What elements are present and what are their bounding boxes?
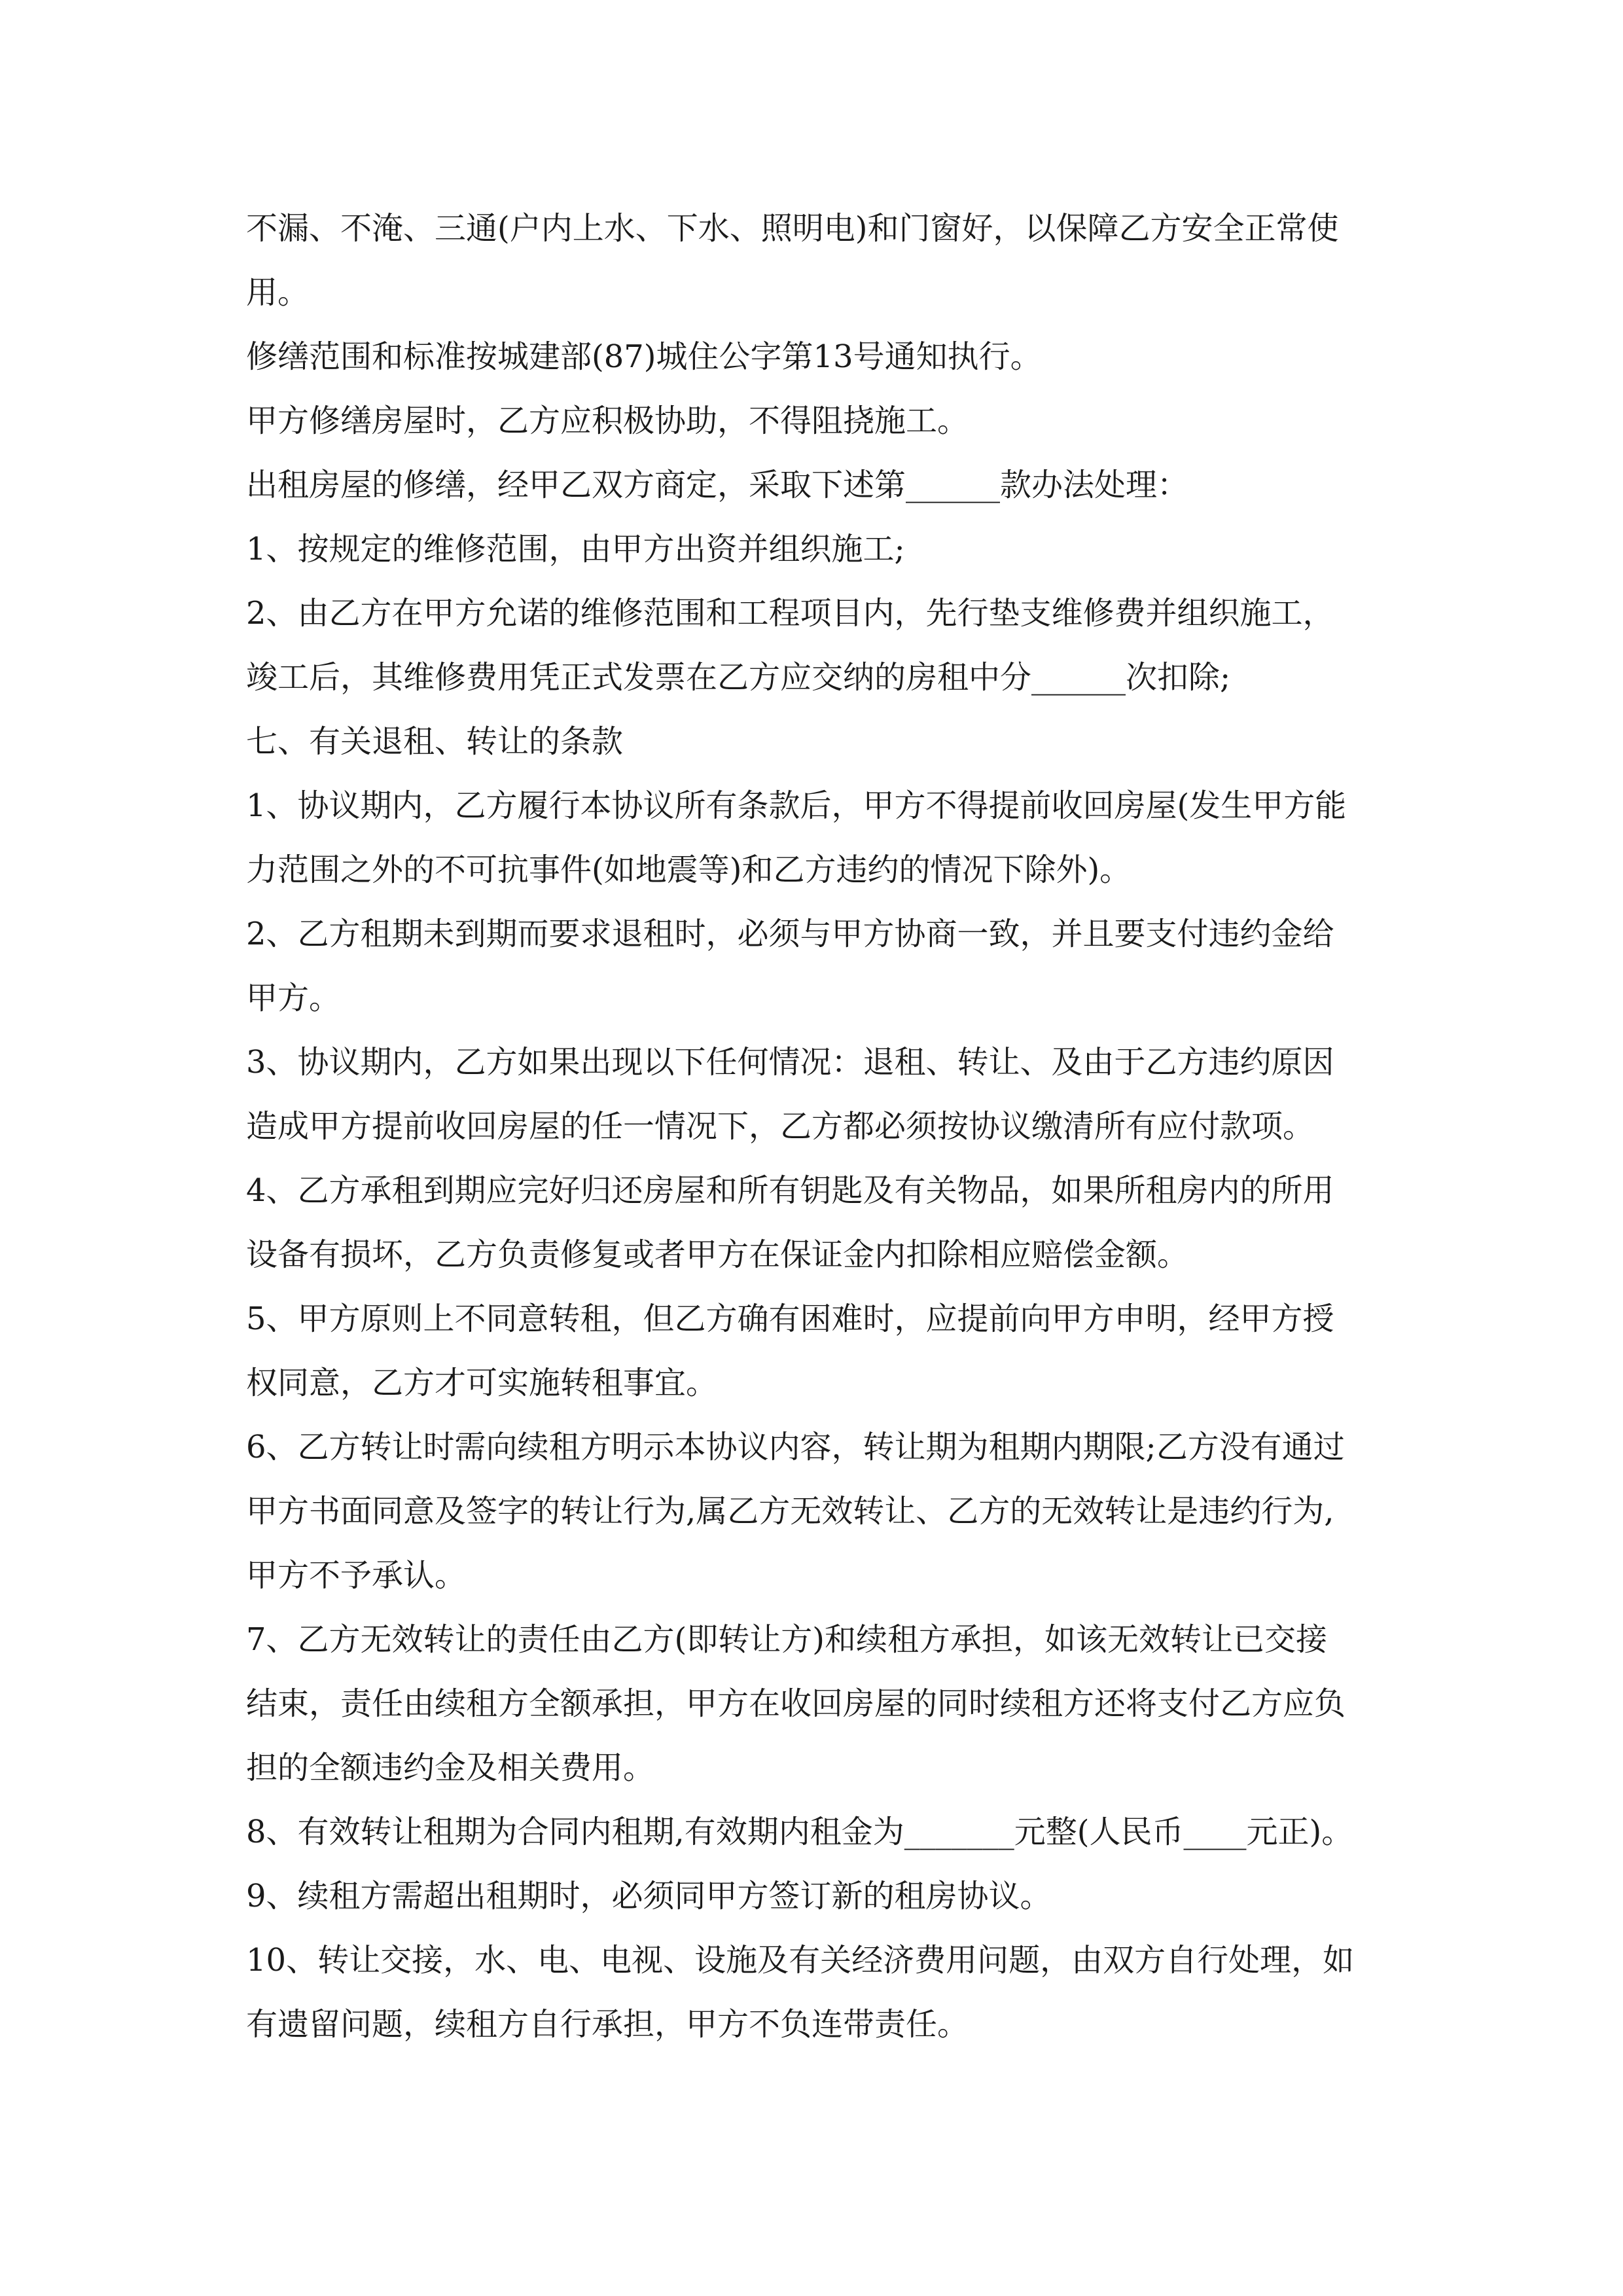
document-body xyxy=(246,196,1385,2056)
text-line: 9、续租方需超出租期时，必须同甲方签订新的租房协议。 xyxy=(246,1878,1052,1914)
text-line: 6、乙方转让时需向续租方明示本协议内容，转让期为租期内期限;乙方没有通过 xyxy=(246,1429,1345,1465)
text-line: 8、有效转让租期为合同内租期,有效期内租金为_______元整(人民币____元正)。 xyxy=(246,1814,1353,1850)
text-line: 2、由乙方在甲方允诺的维修范围和工程项目内，先行垫支维修费并组织施工， xyxy=(246,595,1334,632)
text-line: 10、转让交接，水、电、电视、设施及有关经济费用问题，由双方自行处理，如 xyxy=(246,1942,1355,1979)
text-line: 7、乙方无效转让的责任由乙方(即转让方)和续租方承担，如该无效转让已交接 xyxy=(246,1621,1327,1658)
text-line: 出租房屋的修缮，经甲乙双方商定，采取下述第______款办法处理： xyxy=(246,467,1189,503)
text-line: 甲方不予承认。 xyxy=(246,1557,467,1594)
text-line: 有遗留问题，续租方自行承担，甲方不负连带责任。 xyxy=(246,2006,969,2043)
text-line: 修缮范围和标准按城建部(87)城住公字第13号通知执行。 xyxy=(246,338,1042,375)
text-line: 不漏、不淹、三通(户内上水、下水、照明电)和门窗好，以保障乙方安全正常使 xyxy=(246,210,1339,247)
text-line: 结束，责任由续租方全额承担，甲方在收回房屋的同时续租方还将支付乙方应负 xyxy=(246,1685,1346,1722)
text-line: 设备有损坏，乙方负责修复或者甲方在保证金内扣除相应赔偿金额。 xyxy=(246,1236,1189,1273)
text-line: 1、按规定的维修范围，由甲方出资并组织施工; xyxy=(246,531,905,567)
text-line: 权同意，乙方才可实施转租事宜。 xyxy=(246,1365,718,1401)
text-line: 1、协议期内，乙方履行本协议所有条款后，甲方不得提前收回房屋(发生甲方能 xyxy=(246,787,1347,824)
text-line: 造成甲方提前收回房屋的任一情况下，乙方都必须按协议缴清所有应付款项。 xyxy=(246,1108,1315,1145)
text-line: 2、乙方租期未到期而要求退租时，必须与甲方协商一致，并且要支付违约金给 xyxy=(246,916,1334,952)
text-line: 4、乙方承租到期应完好归还房屋和所有钥匙及有关物品，如果所租房内的所用 xyxy=(246,1172,1334,1209)
text-line: 甲方书面同意及签字的转让行为,属乙方无效转让、乙方的无效转让是违约行为, xyxy=(246,1493,1334,1530)
text-line: 力范围之外的不可抗事件(如地震等)和乙方违约的情况下除外)。 xyxy=(246,852,1132,888)
text-line: 甲方。 xyxy=(246,980,341,1016)
text-line: 5、甲方原则上不同意转租，但乙方确有困难时，应提前向甲方申明，经甲方授 xyxy=(246,1300,1334,1337)
text-line: 甲方修缮房屋时，乙方应积极协助，不得阻挠施工。 xyxy=(246,403,969,439)
text-line: 3、协议期内，乙方如果出现以下任何情况：退租、转让、及由于乙方违约原因 xyxy=(246,1044,1334,1081)
text-line: 用。 xyxy=(246,274,310,311)
section-heading: 七、有关退租、转让的条款 xyxy=(246,723,624,760)
text-line: 担的全额违约金及相关费用。 xyxy=(246,1749,655,1786)
text-line: 竣工后，其维修费用凭正式发票在乙方应交纳的房租中分______次扣除; xyxy=(246,659,1231,696)
